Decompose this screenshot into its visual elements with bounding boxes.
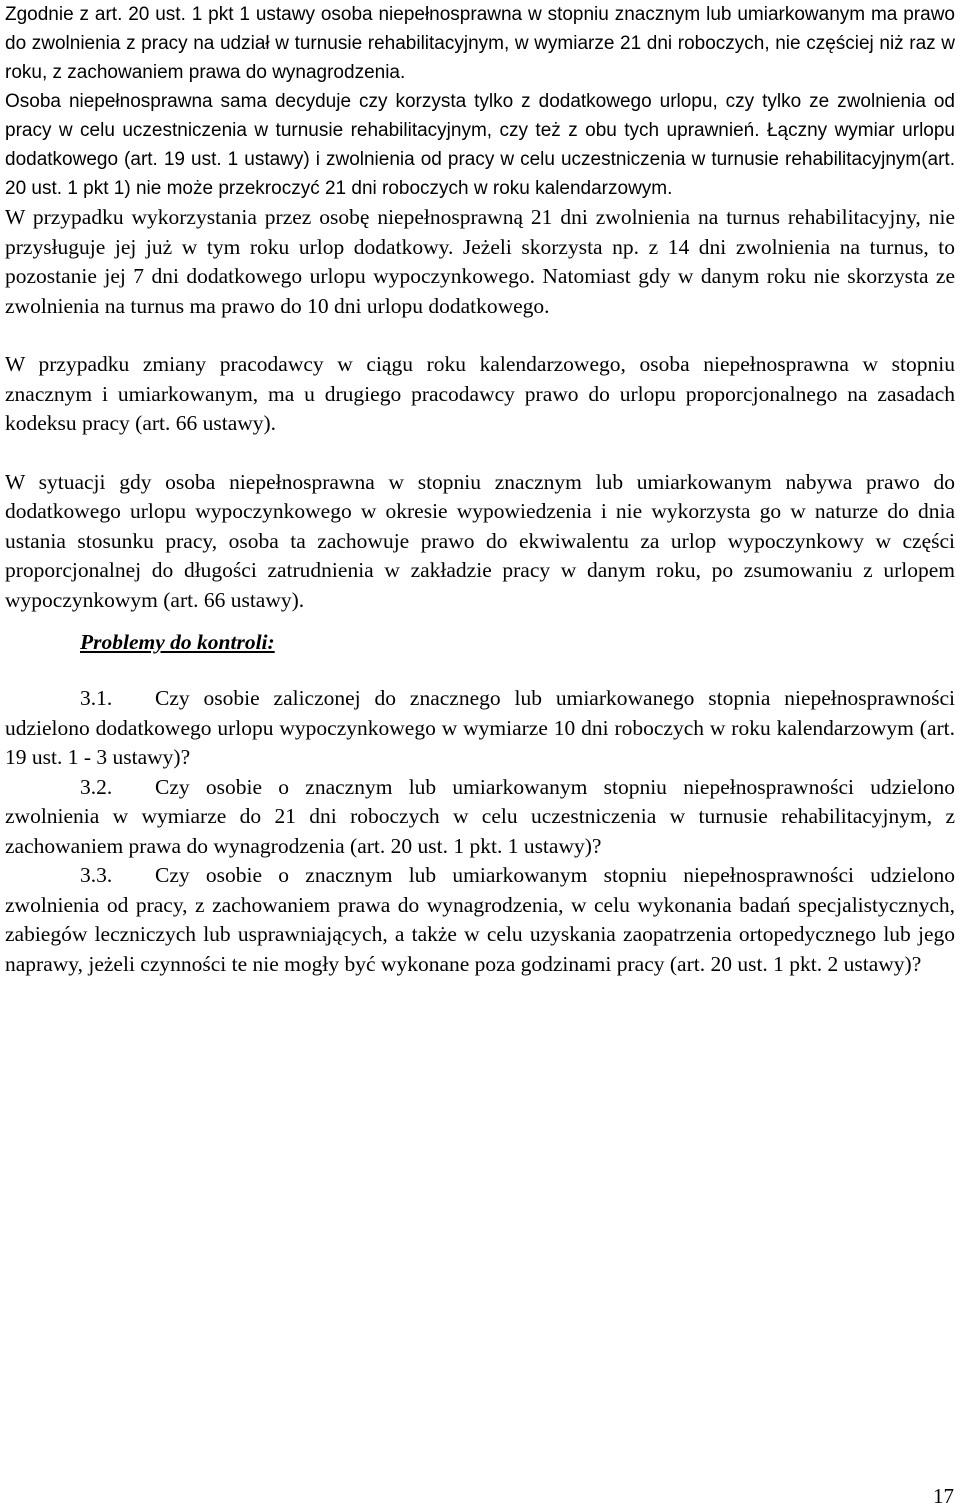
checklist-item-number: 3.1. (80, 686, 113, 710)
spacer (5, 439, 955, 468)
checklist-item-number: 3.2. (80, 774, 113, 799)
paragraph-choice: Osoba niepełnosprawna sama decyduje czy korzysta tylko z dodatkowego urlopu, czy tylko ze zwolnienia od pracy w celu uczestniczenia w turnusie rehabilitacyjnym, czy też z obu tych uprawnień. Łączny wymiar urlopu dodatkowego (art. 19 ust. 1 ustawy) i zwolnienia od pracy w celu uczestniczenia w turnusie rehabilitacyjnym(art. 20 ust. 1 pkt 1) nie może przekroczyć 21 dni roboczych w roku kalendarzowym. (5, 91, 955, 199)
page-number: 17 (933, 1484, 954, 1508)
paragraph-21-days: W przypadku wykorzystania przez osobę niepełnosprawną 21 dni zwolnienia na turnus rehabilitacyjny, nie przysługuje jej już w tym roku urlop dodatkowy. Jeżeli skorzysta np. z 14 dni zwolnienia na turnus, to pozostanie jej 7 dni dodatkowego urlopu wypoczynkowego. Natomiast gdy w danym roku nie skorzysta ze zwolnienia na turnus ma prawo do 10 dni urlopu dodatkowego. (5, 205, 955, 318)
checklist-item-text: Czy osobie o znacznym lub umiarkowanym stopniu niepełnosprawności udzielono zwolnienia w wymiarze do 21 dni roboczych w celu uczestniczenia w turnusie rehabilitacyjnym, z zachowaniem prawa do wynagrodzenia (art. 20 ust. 1 pkt. 1 ustawy)? (5, 774, 955, 858)
paragraph-notice-period: W sytuacji gdy osoba niepełnosprawna w stopniu znacznym lub umiarkowanym nabywa prawo do dodatkowego urlopu wypoczynkowego w okresie wypowiedzenia i nie wykorzysta go w naturze do dnia ustania stosunku pracy, osoba ta zachowuje prawo do ekwiwalentu za urlop wypoczynkowy w części proporcjonalnej do długości zatrudnienia w zakładzie pracy w danym roku, po zsumowaniu z urlopem wypoczynkowym (art. 66 ustawy). (5, 469, 955, 612)
checklist-item (5, 773, 955, 862)
checklist-item-text: Czy osobie zaliczonej do znacznego lub umiarkowanego stopnia niepełnosprawności udzielono dodatkowego urlopu wypoczynkowego w wymiarze 10 dni roboczych w roku kalendarzowym (art. 19 ust. 1 - 3 ustawy)? (5, 686, 955, 769)
checklist-item-number: 3.3. (80, 863, 113, 887)
spacer (5, 321, 955, 350)
checklist-item (5, 861, 955, 979)
checklist-item-text: Czy osobie o znacznym lub umiarkowanym stopniu niepełnosprawności udzielono zwolnienia od pracy, z zachowaniem prawa do wynagrodzenia, w celu wykonania badań specjalistycznych, zabiegów leczniczych lub usprawniających, a także w celu uzyskania zaopatrzenia ortopedycznego lub jego naprawy, jeżeli czynności te nie mogły być wykonane poza godzinami pracy (art. 20 ust. 1 pkt. 2 ustawy)? (5, 863, 955, 976)
paragraph-employer-change: W przypadku zmiany pracodawcy w ciągu roku kalendarzowego, osoba niepełnosprawna w stopniu znacznym i umiarkowanym, ma u drugiego pracodawcy prawo do urlopu proporcjonalnego na zasadach kodeksu pracy (art. 66 ustawy). (5, 352, 955, 435)
section-heading: Problemy do kontroli: (80, 630, 275, 654)
paragraph-art-20: Zgodnie z art. 20 ust. 1 pkt 1 ustawy osoba niepełnosprawna w stopniu znacznym lub umiarkowanym ma prawo do zwolnienia z pracy na udział w turnusie rehabilitacyjnym, w wymiarze 21 dni roboczych, nie częściej niż raz w roku, z zachowaniem prawa do wynagrodzenia. (5, 4, 955, 83)
document-page (5, 0, 955, 979)
checklist-item (5, 684, 955, 773)
